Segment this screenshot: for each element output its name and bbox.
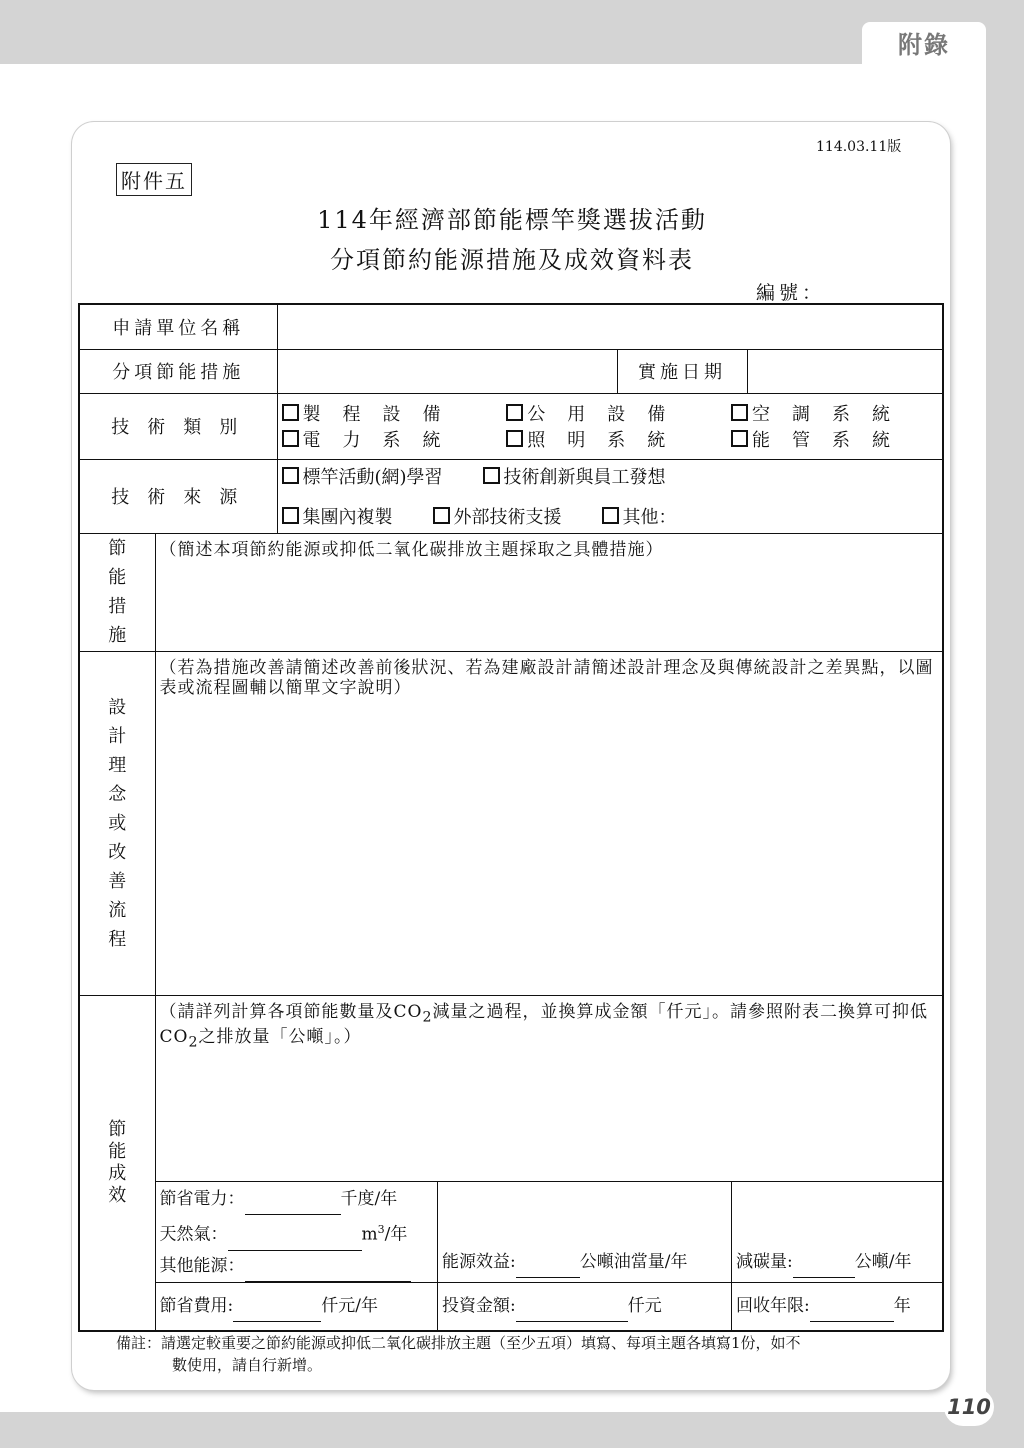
tech-source-label: 技術來源: [79, 459, 277, 533]
tech-category-row: [79, 393, 943, 459]
attachment-label: 附件五: [116, 163, 192, 196]
page-number: 110: [944, 1388, 994, 1426]
checkbox-icon: [282, 467, 299, 484]
measure-field[interactable]: [277, 349, 617, 393]
energy-measure-note: （簡述本項節約能源或抑低二氧化碳排放主題採取之具體措施）: [159, 539, 664, 560]
checkbox-icon: [731, 430, 748, 447]
effect-subtable: [156, 996, 944, 1331]
applicant-row: [79, 304, 943, 349]
investment-cell: [438, 1282, 732, 1330]
source-option-group[interactable]: 集團內複製: [282, 503, 393, 529]
checkbox-icon: [506, 430, 523, 447]
source-option-innovation[interactable]: 技術創新與員工發想: [483, 463, 666, 489]
cost-row: [156, 1282, 944, 1330]
energy-benefit: 能源效益: 公噸油當量/年: [442, 1247, 727, 1278]
other-energy: 其他能源：: [160, 1251, 434, 1282]
checkbox-icon: [602, 507, 619, 524]
bottom-gray-band: [0, 1412, 1024, 1448]
effect-note-field[interactable]: [156, 996, 944, 1182]
tech-category-options: [277, 393, 943, 459]
impl-date-label: 實施日期: [617, 349, 747, 393]
tech-source-options: [277, 459, 943, 533]
energy-savings-cell: [156, 1182, 438, 1283]
energy-measure-label: 節 能 措 施: [79, 533, 155, 651]
checkbox-icon: [483, 467, 500, 484]
investment: 投資金額: 仟元: [442, 1291, 727, 1322]
checkbox-icon: [506, 404, 523, 421]
footnote-line-2: 數使用，請自行新增。: [172, 1356, 323, 1374]
natural-gas-field[interactable]: [228, 1220, 362, 1251]
tech-option-utility[interactable]: 公用設備: [506, 400, 687, 426]
effect-label: 節 能 成 效: [79, 995, 155, 1331]
source-option-external[interactable]: 外部技術支援: [433, 503, 562, 529]
cost-saved: 節省費用: 仟元/年: [160, 1291, 434, 1322]
measure-label: 分項節能措施: [79, 349, 277, 393]
carbon-reduction-field[interactable]: [793, 1247, 855, 1278]
checkbox-icon: [433, 507, 450, 524]
form-table: [78, 303, 944, 1332]
effect-row: [79, 995, 943, 1331]
footnote-line-1: 備註：請選定較重要之節約能源或抑低二氧化碳排放主題（至少五項）填寫、每項主題各填寫1份，如不: [116, 1334, 801, 1352]
effect-note-row: [156, 996, 944, 1182]
tech-option-hvac[interactable]: 空調系統: [731, 400, 912, 426]
footnote: [116, 1332, 916, 1376]
energy-benefit-field[interactable]: [516, 1247, 580, 1278]
checkbox-icon: [282, 430, 299, 447]
carbon-reduction: 減碳量: 公噸/年: [736, 1247, 940, 1278]
effect-values-row: [156, 1182, 944, 1283]
design-row: [79, 651, 943, 995]
effect-area: [155, 995, 943, 1331]
title-line-1: 114年經濟部節能標竿獎選拔活動: [317, 206, 707, 234]
tech-option-power[interactable]: 電力系統: [282, 426, 463, 452]
checkbox-icon: [282, 507, 299, 524]
investment-field[interactable]: [516, 1291, 628, 1322]
saved-electricity: 節省電力： 千度/年: [160, 1184, 434, 1215]
saved-electricity-field[interactable]: [245, 1184, 341, 1215]
version-label: 114.03.11版: [816, 139, 902, 155]
design-note: （若為措施改善請簡述改善前後狀況、若為建廠設計請簡述設計理念及與傳統設計之差異點，以圖表或流程圖輔以簡單文字說明）: [159, 657, 934, 698]
natural-gas: 天然氣： $m^3/$年: [160, 1215, 434, 1251]
cost-saved-cell: [156, 1282, 438, 1330]
tech-category-label: 技術類別: [79, 393, 277, 459]
energy-measure-row: [79, 533, 943, 651]
design-field[interactable]: [155, 651, 943, 995]
checkbox-icon: [731, 404, 748, 421]
source-option-benchmark[interactable]: 標竿活動(網)學習: [282, 463, 443, 489]
checkbox-icon: [282, 404, 299, 421]
tech-option-process[interactable]: 製程設備: [282, 400, 463, 426]
cost-saved-field[interactable]: [233, 1291, 321, 1322]
payback: 回收年限: 年: [736, 1291, 940, 1322]
serial-number-label: 編號：: [756, 282, 826, 304]
tech-option-ems[interactable]: 能管系統: [731, 426, 912, 452]
energy-benefit-cell: [438, 1182, 732, 1283]
applicant-label: 申請單位名稱: [79, 304, 277, 349]
title-line-2: 分項節約能源措施及成效資料表: [330, 246, 694, 274]
payback-cell: [732, 1282, 944, 1330]
effect-note: （請詳列計算各項節能數量及$CO_2$減量之過程，並換算成金額「仟元」。請參照附表二換算可抑低$CO_2$之排放量「公噸」。）: [159, 1001, 928, 1051]
source-option-other[interactable]: 其他：: [602, 503, 677, 529]
tech-option-lighting[interactable]: 照明系統: [506, 426, 687, 452]
measure-row: [79, 349, 943, 393]
design-label: 設 計 理 念 或 改 善 流 程: [79, 651, 155, 995]
other-energy-field[interactable]: [245, 1251, 411, 1282]
energy-measure-field[interactable]: [155, 533, 943, 651]
carbon-reduction-cell: [732, 1182, 944, 1283]
impl-date-field[interactable]: [747, 349, 943, 393]
payback-field[interactable]: [810, 1291, 894, 1322]
section-tab: 附錄: [862, 22, 986, 68]
tech-source-row: [79, 459, 943, 533]
applicant-field[interactable]: [277, 304, 943, 349]
